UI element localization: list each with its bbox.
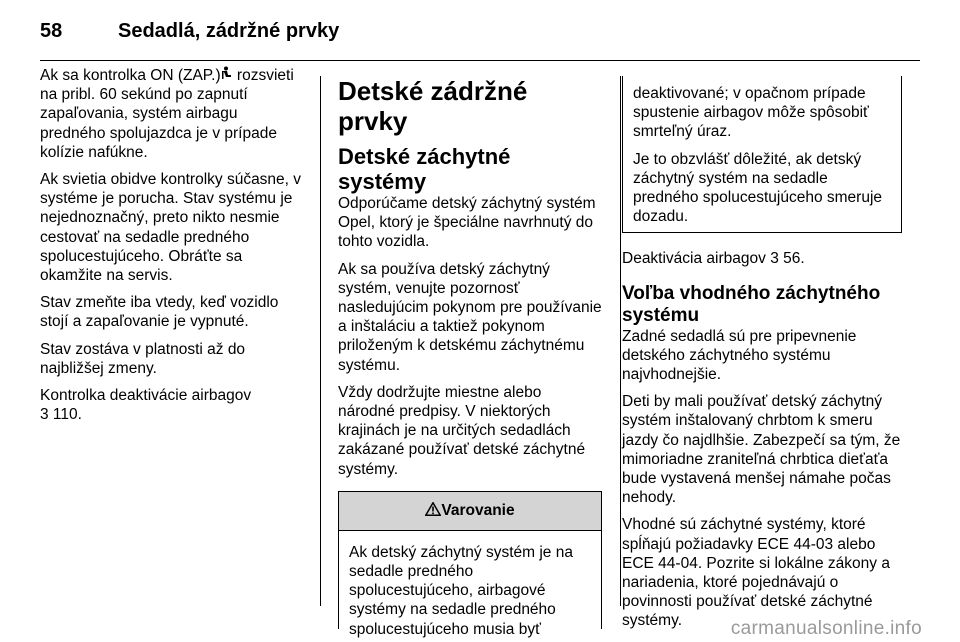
subsection-heading: Detské záchytné systémy	[338, 144, 511, 194]
page-header	[0, 0, 960, 60]
page-reference-link[interactable]: 3 110.	[40, 406, 82, 424]
column-3	[622, 76, 902, 639]
warning-box-continued	[622, 76, 902, 233]
section-heading: Detské zádržné prvky	[338, 76, 528, 136]
paragraph: Deti by mali používať detský záchytný systém inštalovaný chrbtom k smeru jazdy čo najdlhšie. Zabezpečí sa tým, že mimoriadne zraniteľná chrbtica dieťaťa bude vystavená menšej námahe počas nehody.	[622, 393, 901, 507]
paragraph: Je to obzvlášť dôležité, ak detský záchytný systém na sedadle predného spolucestujúceho smeruje dozadu.	[633, 150, 883, 226]
column-2	[338, 76, 602, 638]
page-number: 58	[40, 20, 63, 42]
column-divider	[620, 76, 621, 606]
column-1	[40, 66, 302, 432]
header-rule	[40, 60, 920, 61]
paragraph: Ak sa používa detský záchytný systém, venujte pozornosť nasledujúcim pokynom pre používanie a inštaláciu a taktiež pokynom priloženým k detskému záchytnému systému.	[338, 260, 602, 374]
warning-box	[338, 491, 602, 638]
paragraph: Odporúčame detský záchytný systém Opel, ktorý je špeciálne navrhnutý do tohto vozidla.	[338, 195, 596, 251]
paragraph: Deaktivácia airbagov 3 56.	[622, 250, 805, 268]
paragraph: Vždy dodržujte miestne alebo národné predpisy. V niektorých krajinách je na určitých sedadlách zakázané používať detské záchytné systémy.	[338, 383, 586, 478]
warning-triangle-icon	[425, 502, 441, 519]
paragraph: Stav zmeňte iba vtedy, keď vozidlo stojí a zapaľovanie je vypnuté.	[40, 294, 279, 331]
watermark: carmanualsonline.info	[730, 618, 922, 639]
page-title: Sedadlá, zádržné prvky	[118, 20, 340, 42]
warning-text: Ak detský záchytný systém je na sedadle predného spolucestujúceho, airbagové systémy na sedadle predného spolucestujúceho musia byť	[349, 543, 573, 638]
warning-header: Varovanie	[339, 491, 601, 531]
column-divider	[320, 76, 321, 606]
paragraph: Stav zostáva v platnosti až do najbližšej zmeny.	[40, 340, 246, 377]
paragraph: Vhodné sú záchytné systémy, ktoré spĺňajú požiadavky ECE 44-03 alebo ECE 44-04. Pozrite si lokálne zákony a nariadenia, ktoré pojednávajú o povinnosti používať detské záchytné systémy.	[622, 516, 890, 630]
paragraph: Ak sa kontrolka ON (ZAP.) rozsvieti na pribl. 60 sekúnd po zapnutí zapaľovania, systém airbagu predného spolujazdca je v prípade kolízie nafúkne.	[40, 67, 294, 161]
paragraph: deaktivované; v opačnom prípade spustenie airbagov môže spôsobiť smrteľný úraz.	[633, 85, 869, 141]
paragraph: Zadné sedadlá sú pre pripevnenie detského záchytného systému najvhodnejšie.	[622, 327, 857, 384]
paragraph: Kontrolka deaktivácie airbagov 3 110.	[40, 387, 252, 424]
page-reference-link[interactable]: 3 56.	[770, 250, 805, 268]
airbag-passenger-icon	[221, 67, 233, 83]
paragraph: Ak svietia obidve kontrolky súčasne, v systéme je porucha. Stav systému je nejednoznačný, preto nikto nesmie cestovať na sedadle predného spolucestujúceho. Obráťte sa okamžite na servis.	[40, 171, 302, 285]
subsection-heading: Voľba vhodného záchytného systému	[622, 282, 881, 326]
